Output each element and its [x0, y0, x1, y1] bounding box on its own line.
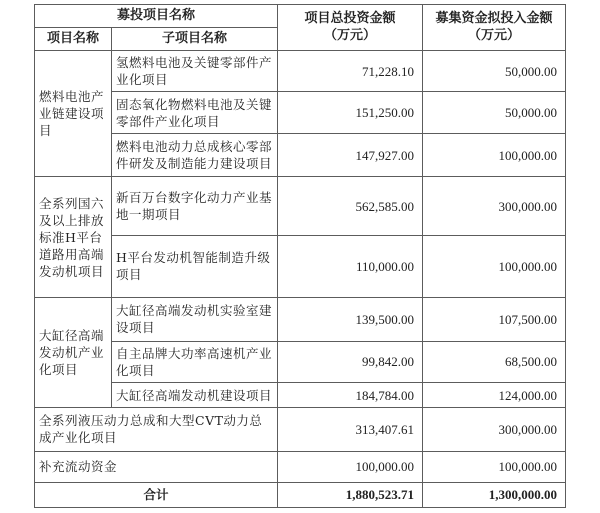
raised-investment-cell: 300,000.00: [423, 408, 566, 452]
raised-investment-cell: 107,500.00: [423, 298, 566, 342]
subproject-name: 燃料电池动力总成核心零部件研发及制造能力建设项目: [112, 133, 278, 177]
raised-investment-cell: 68,500.00: [423, 341, 566, 383]
total-investment-cell: 99,842.00: [278, 341, 423, 383]
subproject-name: 大缸径高端发动机建设项目: [112, 383, 278, 408]
project-name-hydraulic-cvt: 全系列液压动力总成和大型CVT动力总成产业化项目: [35, 408, 278, 452]
raised-investment-cell: 50,000.00: [423, 92, 566, 134]
header-total-investment: 项目总投资金额 （万元）: [278, 5, 423, 51]
total-investment-cell: 139,500.00: [278, 298, 423, 342]
total-investment-cell: 313,407.61: [278, 408, 423, 452]
grand-total-raised: 1,300,000.00: [423, 482, 566, 507]
header-raised-investment: 募集资金拟投入金额 （万元）: [423, 5, 566, 51]
header-project-name: 项目名称: [35, 27, 112, 50]
grand-total-investment: 1,880,523.71: [278, 482, 423, 507]
subproject-name: 新百万台数字化动力产业基地一期项目: [112, 177, 278, 235]
subproject-name: H平台发动机智能制造升级项目: [112, 235, 278, 297]
raised-investment-cell: 50,000.00: [423, 50, 566, 92]
raised-investment-cell: 300,000.00: [423, 177, 566, 235]
total-investment-cell: 151,250.00: [278, 92, 423, 134]
subproject-name: 固态氧化物燃料电池及关键零部件产业化项目: [112, 92, 278, 134]
total-investment-cell: 100,000.00: [278, 451, 423, 482]
header-subproject-name: 子项目名称: [112, 27, 278, 50]
raised-investment-cell: 100,000.00: [423, 451, 566, 482]
project-name-working-capital: 补充流动资金: [35, 451, 278, 482]
project-name-h-platform-engine: 全系列国六及以上排放标准H平台道路用高端发动机项目: [35, 177, 112, 298]
header-group-label: 募投项目名称: [35, 5, 278, 28]
total-investment-cell: 147,927.00: [278, 133, 423, 177]
total-investment-cell: 562,585.00: [278, 177, 423, 235]
total-investment-cell: 110,000.00: [278, 235, 423, 297]
total-investment-cell: 184,784.00: [278, 383, 423, 408]
project-name-large-bore-engine: 大缸径高端发动机产业化项目: [35, 298, 112, 408]
raised-investment-cell: 100,000.00: [423, 133, 566, 177]
fundraising-projects-table: [34, 4, 566, 508]
subproject-name: 大缸径高端发动机实验室建设项目: [112, 298, 278, 342]
project-name-fuel-cell: 燃料电池产业链建设项目: [35, 50, 112, 177]
subproject-name: 自主品牌大功率高速机产业化项目: [112, 341, 278, 383]
raised-investment-cell: 100,000.00: [423, 235, 566, 297]
total-investment-cell: 71,228.10: [278, 50, 423, 92]
subproject-name: 氢燃料电池及关键零部件产业化项目: [112, 50, 278, 92]
raised-investment-cell: 124,000.00: [423, 383, 566, 408]
total-label: 合计: [35, 482, 278, 507]
